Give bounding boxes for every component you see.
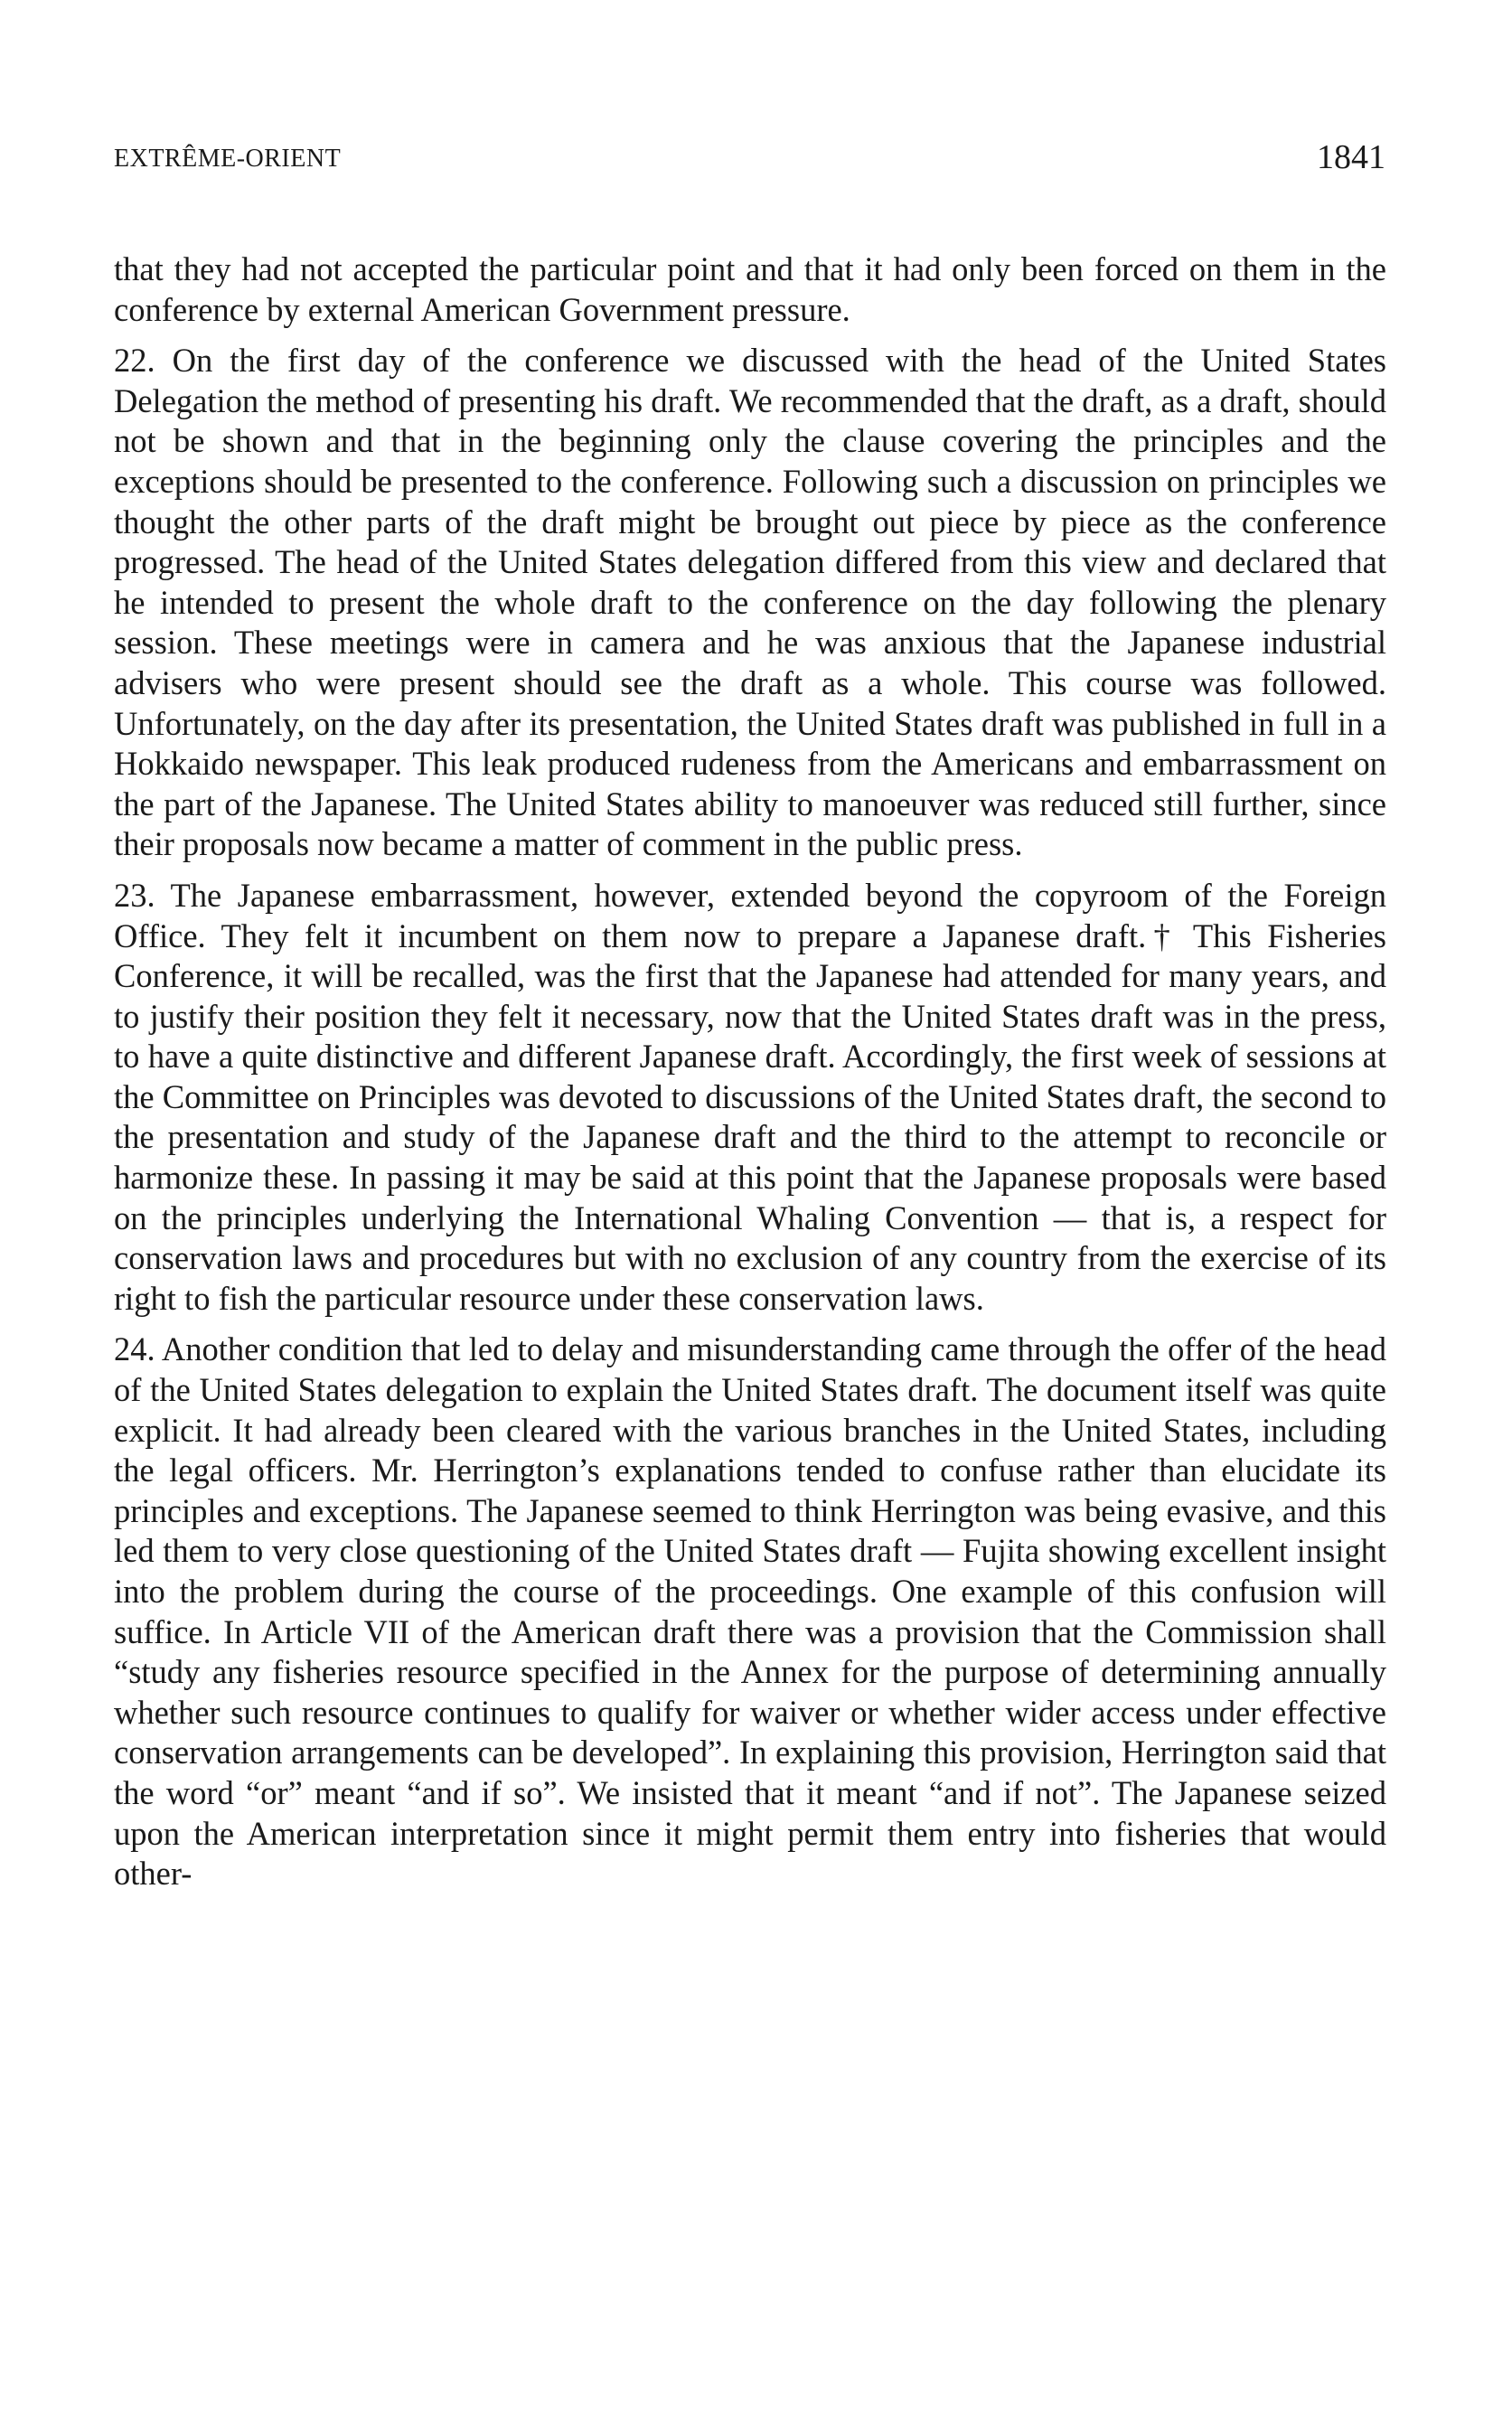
body-text [114,249,1386,1905]
paragraph-continuation [114,249,1386,330]
paragraph-number: 22. [114,342,155,380]
paragraph-number: 23. [114,876,155,914]
paragraph-text: that they had not accepted the particular point and that it had only been forced on them in the conference by external American Government pressure. [114,250,1386,328]
paragraph-text: On the first day of the conference we discussed with the head of the United States Delegation the method of presenting his draft. We recommended that the draft, as a draft, should not be shown and that in the beginning only the clause covering the principles and the exceptions should be presented to the conference. Following such a discussion on principles we thought the other parts of the draft might be brought out piece by piece as the conference progressed. The head of the United States delegation differed from this view and declared that he intended to present the whole draft to the conference on the day following the plenary session. These meetings were in camera and he was anxious that the Japanese industrial advisers who were present should see the draft as a whole. This course was followed. Unfortunately, on the day after its presentation, the United States draft was published in full in a Hokkaido newspaper. This leak produced rudeness from the Americans and embarrassment on the part of the Japanese. The United States ability to manoeuver was reduced still further, since their proposals now became a matter of comment in the public press. [114,342,1386,863]
paragraph-22 [114,341,1386,865]
running-head: EXTRÊME-ORIENT [114,145,342,173]
paragraph-23 [114,876,1386,1320]
paragraph-text: The Japanese embarrassment, however, extended beyond the copyroom of the Foreign Office. They felt it incumbent on them now to prepare a Japanese draft.† This Fisheries Conference, it will be recalled, was the first that the Japanese had attended for many years, and to justify their position they felt it necessary, now that the United States draft was in the press, to have a quite distinctive and different Japanese draft. Accordingly, the first week of sessions at the Committee on Principles was devoted to discussions of the United States draft, the second to the presentation and study of the Japanese draft and the third to the attempt to reconcile or harmonize these. In passing it may be said at this point that the Japanese proposals were based on the principles underlying the International Whaling Convention — that is, a respect for conservation laws and procedures but with no exclusion of any country from the exercise of its right to fish the particular resource under these conservation laws. [114,876,1386,1317]
paragraph-text: Another condition that led to delay and misunderstanding came through the offer of the head of the United States delegation to explain the United States draft. The document itself was quite explicit. It had already been cleared with the various branches in the United States, including the legal officers. Mr. Herrington’s explanations tended to confuse rather than elucidate its principles and exceptions. The Japanese seemed to think Herrington was being evasive, and this led them to very close questioning of the United States draft — Fujita showing excellent insight into the problem during the course of the proceedings. One example of this confusion will suffice. In Article VII of the American draft there was a provision that the Commission shall “study any fisheries resource specified in the Annex for the purpose of determining annually whether such resource continues to qualify for waiver or whether wider access under effective conservation arrangements can be developed”. In explaining this provision, Herrington said that the word “or” meant “and if so”. We insisted that it meant “and if not”. The Japanese seized upon the American interpretation since it might permit them entry into fisheries that would other- [114,1330,1386,1893]
page-number: 1841 [1317,138,1385,176]
paragraph-24 [114,1330,1386,1893]
paragraph-number: 24. [114,1330,155,1368]
